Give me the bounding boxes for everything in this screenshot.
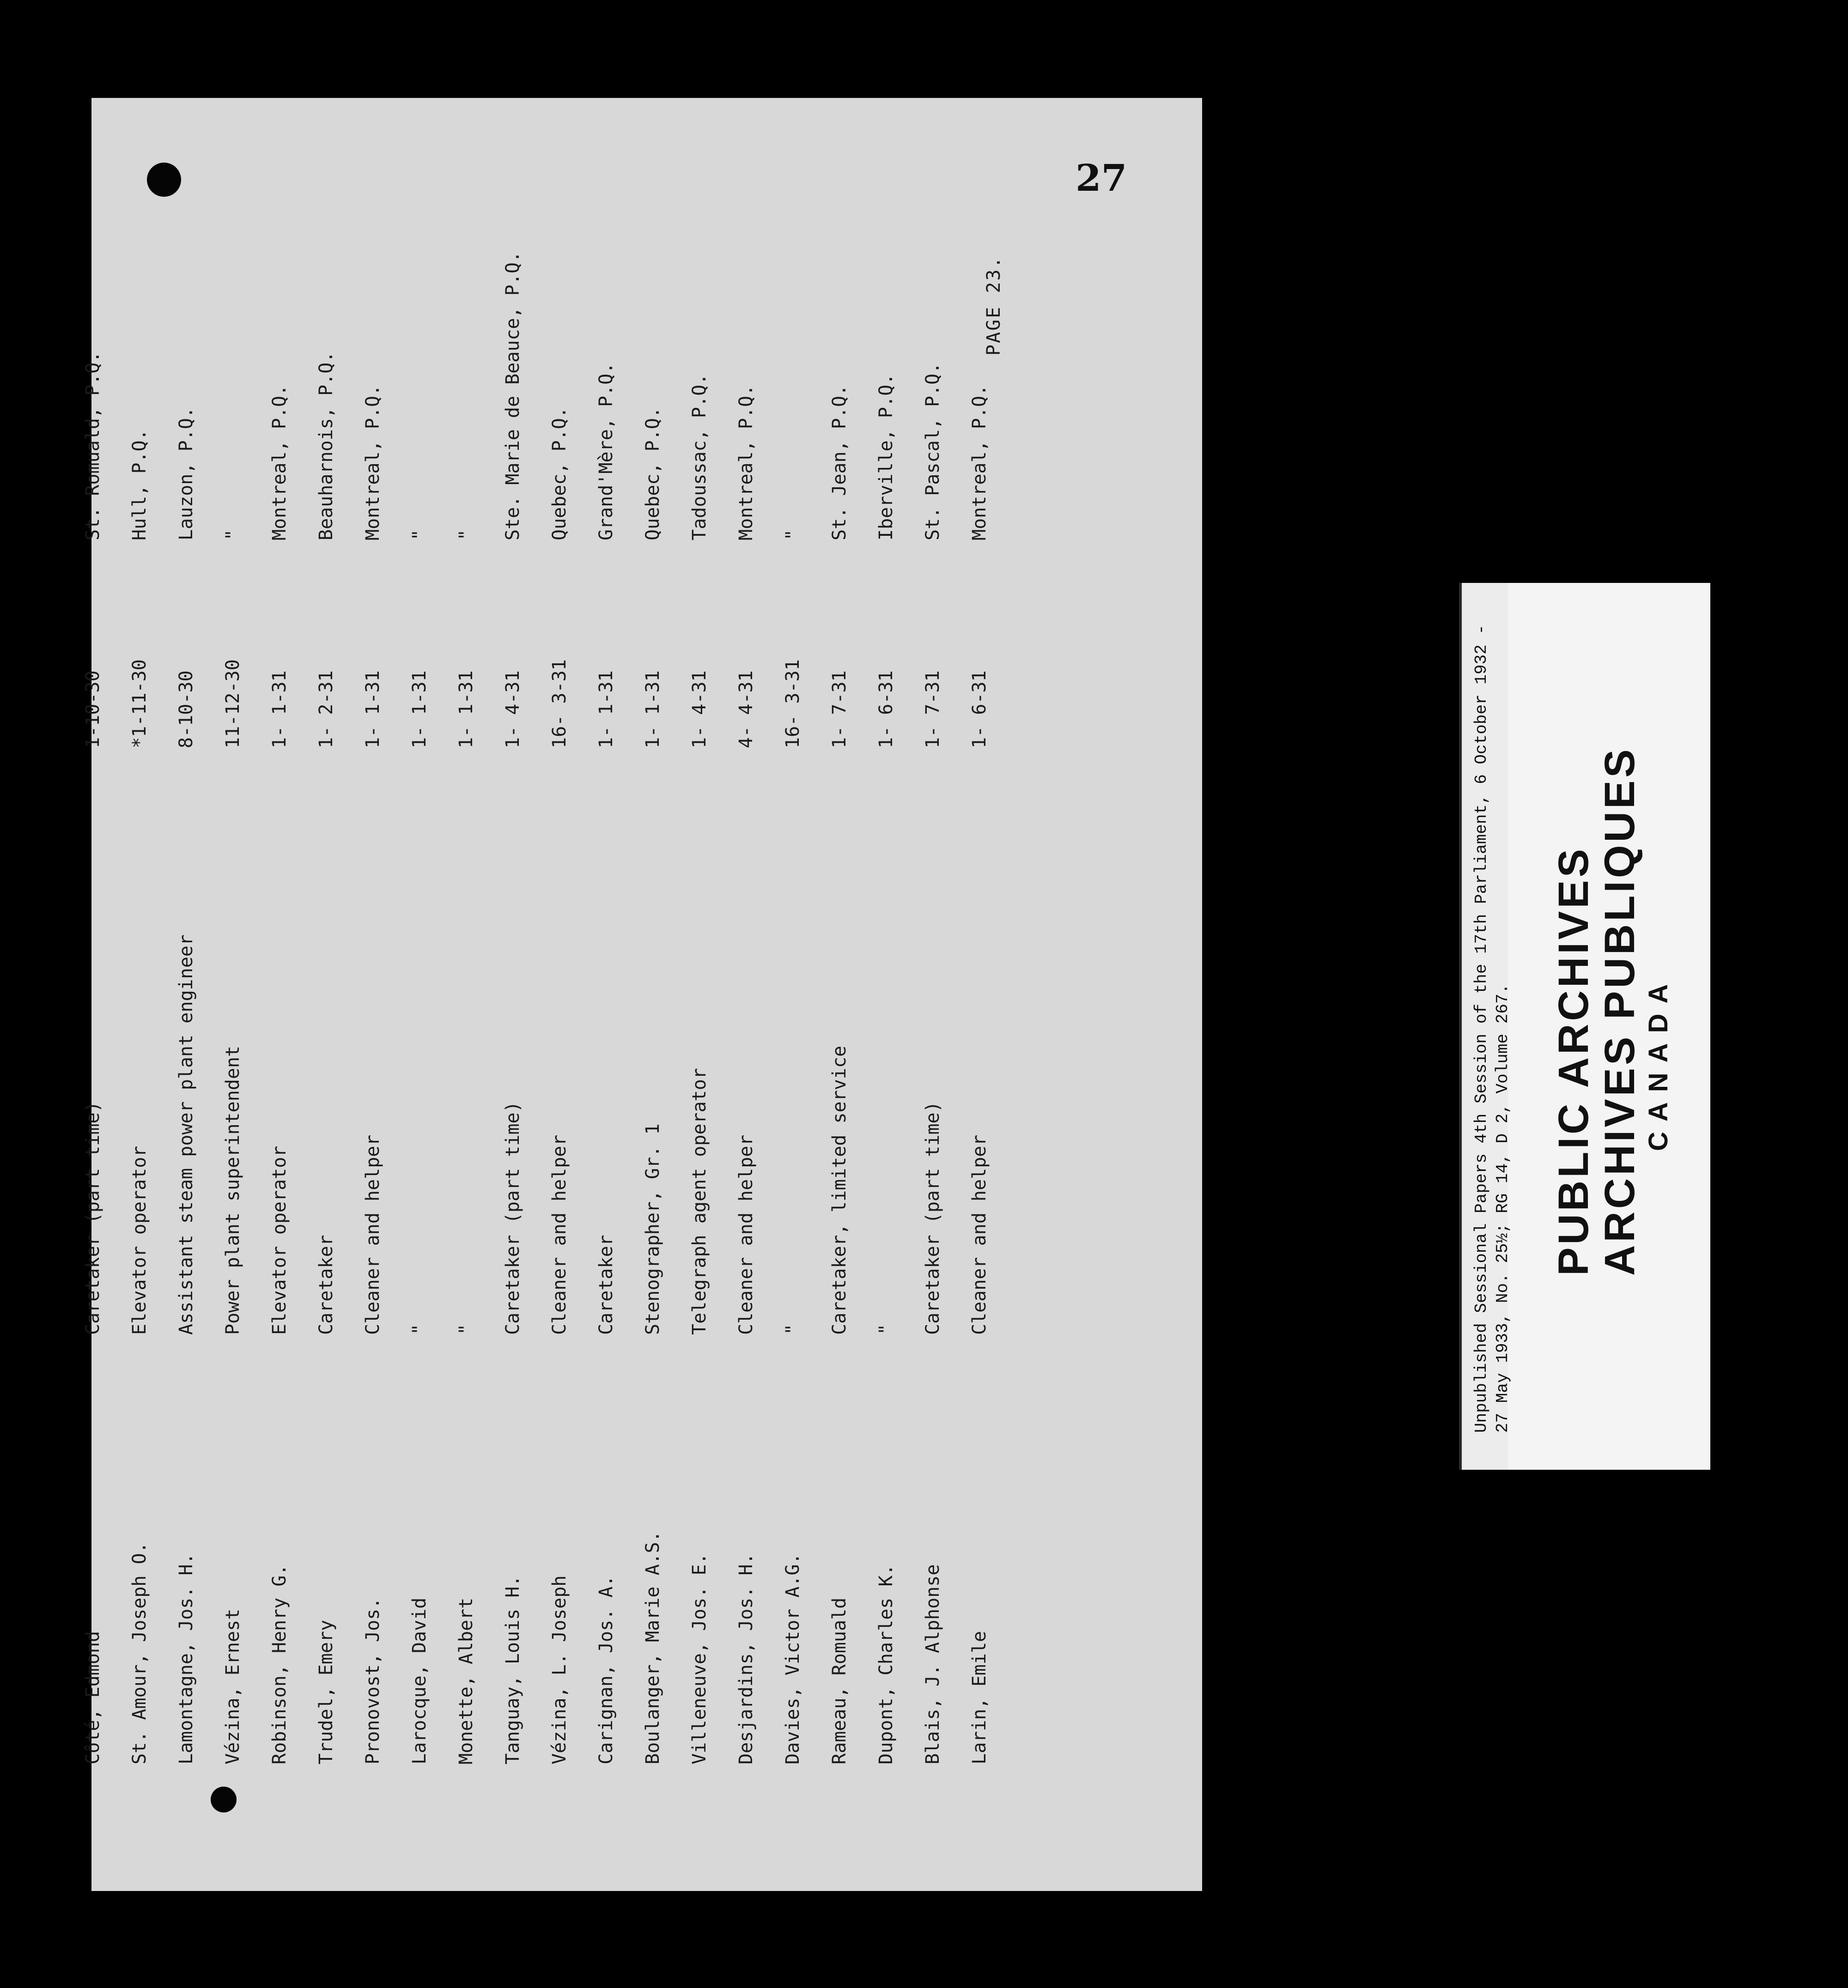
- cell-occupation: ": [782, 1323, 803, 1335]
- cell-occupation: Assistant steam power plant engineer: [176, 934, 197, 1335]
- cell-occupation: Cleaner and helper: [736, 1134, 757, 1335]
- cell-place: ": [222, 529, 243, 540]
- cell-place: Iberville, P.Q.: [875, 373, 897, 540]
- cell-place: Lauzon, P.Q.: [176, 407, 197, 540]
- cell-place: Tadoussac, P.Q.: [689, 373, 710, 540]
- cell-name: Lamontagne, Jos. H.: [176, 1553, 197, 1764]
- cell-name: Côté, Edmond: [82, 1631, 103, 1764]
- cell-place: St. Romuald, P.Q.: [82, 351, 103, 540]
- cell-name: Trudel, Emery: [316, 1619, 337, 1764]
- cell-date: 16- 3-31: [782, 659, 803, 748]
- rotated-content: [82, 148, 1099, 1764]
- cell-name: Boulanger, Marie A.S.: [642, 1531, 663, 1764]
- cell-date: 1- 1-31: [456, 670, 477, 748]
- cell-name: Blais, J. Alphonse: [922, 1564, 943, 1764]
- cell-occupation: Stenographer, Gr. 1: [642, 1123, 663, 1335]
- page-label: PAGE 23.: [983, 255, 1004, 356]
- cell-date: 1- 7-31: [922, 670, 943, 748]
- cell-date: 16- 3-31: [549, 659, 570, 748]
- cell-place: Hull, P.Q.: [129, 429, 150, 540]
- cell-name: Villeneuve, Jos. E.: [689, 1553, 710, 1764]
- cell-date: 1-10-30: [82, 670, 103, 748]
- cell-occupation: Elevator operator: [129, 1146, 150, 1335]
- cell-date: 1- 6-31: [969, 670, 990, 748]
- punch-hole-icon: [211, 1787, 237, 1812]
- folio-number: 27: [1076, 156, 1127, 200]
- cell-name: Rameau, Romuald: [829, 1597, 850, 1764]
- archive-card: [1459, 583, 1710, 1470]
- cell-date: 11-12-30: [222, 659, 243, 748]
- cell-date: 1- 7-31: [829, 670, 850, 748]
- cell-place: ": [456, 529, 477, 540]
- cell-place: St. Pascal, P.Q.: [922, 362, 943, 540]
- cell-name: Carignan, Jos. A.: [596, 1575, 617, 1764]
- cell-name: St. Amour, Joseph O.: [129, 1542, 150, 1764]
- cell-place: Grand'Mère, P.Q.: [596, 362, 617, 540]
- archive-title-en: PUBLIC ARCHIVES: [1550, 846, 1597, 1276]
- cell-occupation: Cleaner and helper: [549, 1134, 570, 1335]
- cell-date: 1- 1-31: [269, 670, 290, 748]
- archive-country: CANADA: [1643, 974, 1673, 1151]
- cell-occupation: ": [875, 1323, 897, 1335]
- cell-occupation: Elevator operator: [269, 1146, 290, 1335]
- cell-date: 1- 1-31: [362, 670, 383, 748]
- cell-date: 1- 1-31: [642, 670, 663, 748]
- archive-reference: Unpublished Sessional Papers 4th Session of the 17th Parliament, 6 October 1932 - 27 May 1933, No. 25½; RG 14, D 2, Volume 267.: [1472, 624, 1512, 1433]
- cell-place: Montreal, P.Q.: [362, 384, 383, 540]
- cell-place: St. Jean, P.Q.: [829, 384, 850, 540]
- cell-date: 1- 6-31: [875, 670, 897, 748]
- cell-occupation: Cleaner and helper: [362, 1134, 383, 1335]
- cell-place: ": [409, 529, 430, 540]
- cell-occupation: Telegraph agent operator: [689, 1068, 710, 1335]
- cell-place: Quebec, P.Q.: [642, 407, 663, 540]
- cell-place: Beauharnois, P.Q.: [316, 351, 337, 540]
- cell-name: Vézina, Ernest: [222, 1608, 243, 1764]
- cell-occupation: Power plant superintendent: [222, 1045, 243, 1335]
- cell-place: Montreal, P.Q.: [736, 384, 757, 540]
- cell-date: *1-11-30: [129, 659, 150, 748]
- archive-title-fr: ARCHIVES PUBLIQUES: [1596, 746, 1643, 1276]
- cell-date: 1- 1-31: [596, 670, 617, 748]
- cell-occupation: Caretaker, limited service: [829, 1045, 850, 1335]
- cell-date: 1- 4-31: [502, 670, 523, 748]
- cell-occupation: Caretaker (part time): [502, 1101, 523, 1335]
- cell-occupation: Caretaker: [596, 1235, 617, 1335]
- cell-occupation: Caretaker (part time): [82, 1101, 103, 1335]
- cell-place: Quebec, P.Q.: [549, 407, 570, 540]
- cell-name: Pronovost, Jos.: [362, 1597, 383, 1764]
- cell-name: Robinson, Henry G.: [269, 1564, 290, 1764]
- cell-name: Vézina, L. Joseph: [549, 1575, 570, 1764]
- archive-card-text: [1471, 601, 1693, 1451]
- cell-place: Ste. Marie de Beauce, P.Q.: [502, 251, 523, 540]
- cell-place: Montreal, P.Q.: [969, 384, 990, 540]
- cell-date: 1- 2-31: [316, 670, 337, 748]
- cell-occupation: ": [456, 1323, 477, 1335]
- cell-date: 8-10-30: [176, 670, 197, 748]
- cell-occupation: Caretaker: [316, 1235, 337, 1335]
- cell-occupation: Caretaker (part time): [922, 1101, 943, 1335]
- cell-place: Montreal, P.Q.: [269, 384, 290, 540]
- cell-name: Larin, Emile: [969, 1631, 990, 1764]
- cell-occupation: ": [409, 1323, 430, 1335]
- cell-name: Larocque, David: [409, 1597, 430, 1764]
- cell-date: 1- 4-31: [689, 670, 710, 748]
- cell-occupation: Cleaner and helper: [969, 1134, 990, 1335]
- cell-date: 4- 4-31: [736, 670, 757, 748]
- cell-date: 1- 1-31: [409, 670, 430, 748]
- cell-name: Davies, Victor A.G.: [782, 1553, 803, 1764]
- cell-name: Desjardins, Jos. H.: [736, 1553, 757, 1764]
- cell-place: ": [782, 529, 803, 540]
- cell-name: Tanguay, Louis H.: [502, 1575, 523, 1764]
- cell-name: Monette, Albert: [456, 1597, 477, 1764]
- cell-name: Dupont, Charles K.: [875, 1564, 897, 1764]
